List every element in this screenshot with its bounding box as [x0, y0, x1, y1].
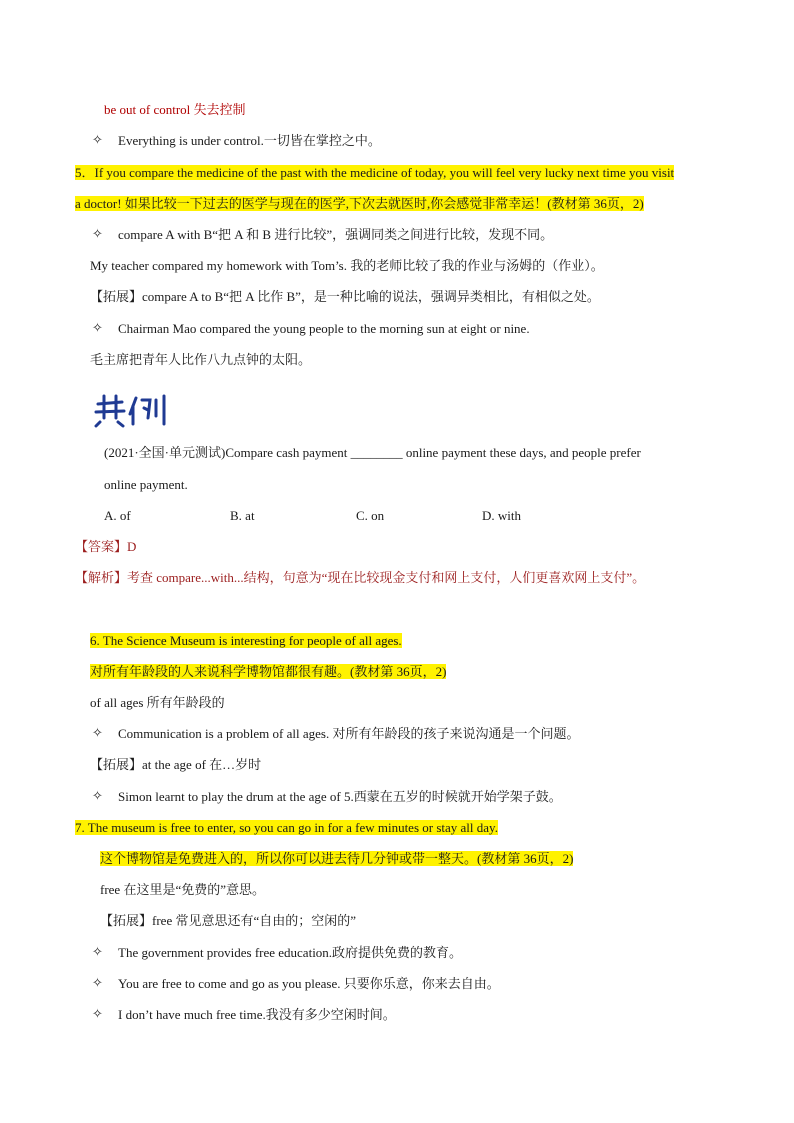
phrase-note: of all ages 所有年龄段的: [90, 695, 225, 710]
extension-text: free 常见意思还有“自由的；空闲的”: [152, 913, 357, 928]
extension-label: 【拓展】: [90, 289, 143, 304]
bullet-icon: ✧: [92, 321, 103, 336]
answer-label: 【答案】: [75, 539, 128, 554]
item-5-sentence: [75, 164, 674, 182]
extension-line: [100, 912, 356, 930]
extension-text: at the age of 在…岁时: [142, 757, 262, 772]
bullet-icon: ✧: [92, 726, 103, 741]
example-sentence: My teacher compared my homework with Tom’s. 我的老师比较了我的作业与汤姆的（作业）。: [90, 258, 604, 273]
item-5-highlight-2: a doctor! 如果比较一下过去的医学与现在的医学,下次去就医时,你会感觉非常幸运！(教材第 36页，2): [75, 196, 644, 211]
question-text-continued: online payment.: [104, 477, 188, 492]
extension-label: 【拓展】: [100, 913, 153, 928]
example-sentence: Simon learnt to play the drum at the age of 5.西蒙在五岁的时候就开始学架子鼓。: [118, 789, 562, 804]
usage-note: free 在这里是“免费的”意思。: [100, 882, 265, 897]
extension-text: compare A to B“把 A 比作 B”，是一种比喻的说法，强调异类相比，有相似之处。: [142, 289, 600, 304]
option-a: A. of: [104, 508, 131, 523]
item-5-translation: [75, 195, 644, 213]
example-logo-icon: [92, 392, 172, 428]
answer-value: D: [127, 539, 137, 554]
item-6-translation: [90, 663, 446, 681]
item-5-highlight: 5．If you compare the medicine of the past with the medicine of today, you will feel very lucky next time you visit: [75, 165, 675, 180]
extension-line: [90, 288, 600, 306]
item-6-sentence: [90, 632, 402, 650]
bullet-icon: ✧: [92, 945, 103, 960]
example-translation: 毛主席把青年人比作八九点钟的太阳。: [90, 352, 312, 367]
bullet-icon: ✧: [92, 789, 103, 804]
example-sentence: Communication is a problem of all ages. 对所有年龄段的孩子来说沟通是一个问题。: [118, 726, 580, 741]
analysis-line: [75, 569, 645, 587]
option-b: B. at: [230, 508, 255, 523]
usage-note: compare A with B“把 A 和 B 进行比较”，强调同类之间进行比较，发现不同。: [118, 227, 554, 242]
option-c: C. on: [356, 508, 385, 523]
item-7-translation: [100, 850, 573, 868]
item-6-highlight: 6. The Science Museum is interesting for people of all ages.: [90, 633, 402, 648]
question-text: (2021·全国·单元测试)Compare cash payment ________ online payment these days, and people prefer: [104, 445, 641, 460]
item-7-highlight: 7. The museum is free to enter, so you can go in for a few minutes or stay all day.: [75, 820, 498, 835]
bullet-icon: ✧: [92, 1007, 103, 1022]
extension-label: 【拓展】: [90, 757, 143, 772]
phrase-heading: be out of control 失去控制: [104, 102, 246, 117]
item-7-highlight-2: 这个博物馆是免费进入的，所以你可以进去待几分钟或带一整天。(教材第 36页，2): [100, 851, 574, 866]
example-sentence: I don’t have much free time.我没有多少空闲时间。: [118, 1007, 396, 1022]
analysis-text: 考查 compare...with...结构，句意为“现在比较现金支付和网上支付，人们更喜欢网上支付”。: [127, 570, 646, 585]
option-d: D. with: [482, 508, 521, 523]
analysis-label: 【解析】: [75, 570, 128, 585]
item-6-highlight-2: 对所有年龄段的人来说科学博物馆都很有趣。(教材第 36页，2): [90, 664, 447, 679]
example-sentence: You are free to come and go as you please. 只要你乐意，你来去自由。: [118, 976, 500, 991]
example-sentence: Everything is under control.一切皆在掌控之中。: [118, 133, 381, 148]
example-sentence: Chairman Mao compared the young people to the morning sun at eight or nine.: [118, 321, 530, 336]
bullet-icon: ✧: [92, 227, 103, 242]
bullet-icon: ✧: [92, 133, 103, 148]
example-sentence: The government provides free education.政府提供免费的教育。: [118, 945, 463, 960]
bullet-icon: ✧: [92, 976, 103, 991]
item-7-sentence: [75, 819, 498, 837]
extension-line: [90, 756, 261, 774]
answer-line: [75, 538, 136, 556]
